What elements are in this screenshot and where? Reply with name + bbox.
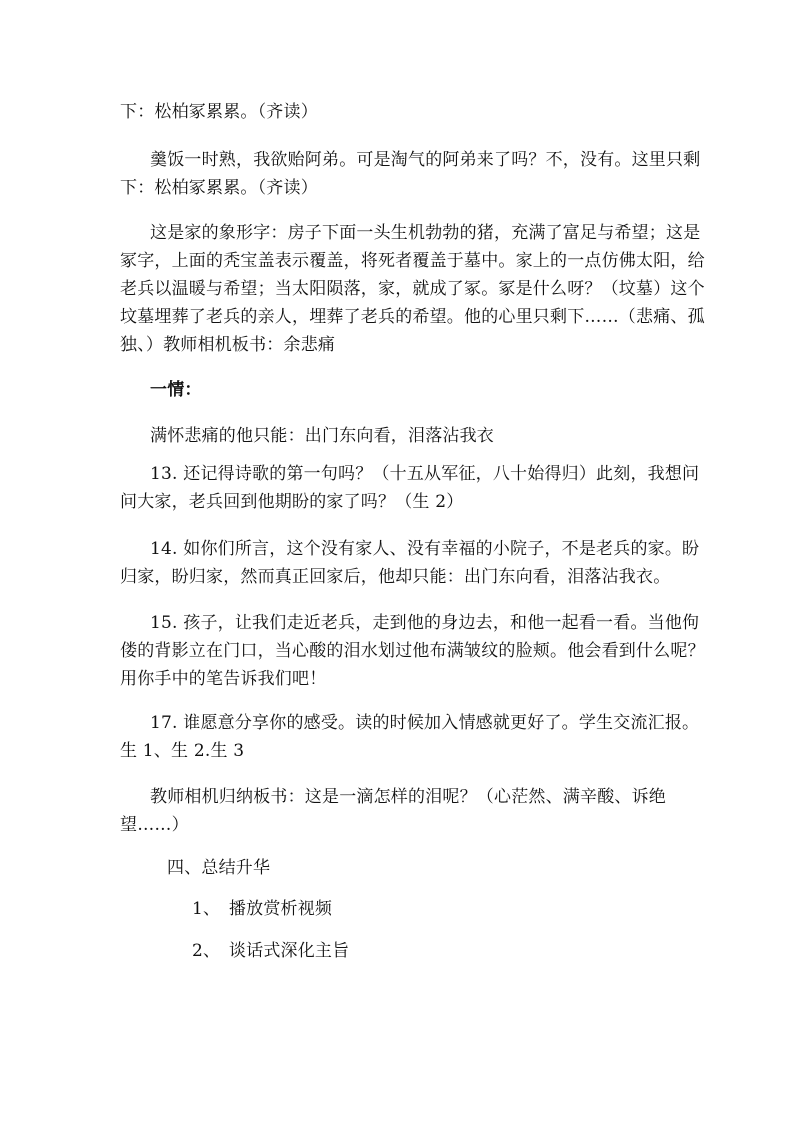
text-line: 问大家，老兵回到他期盼的家了吗？（生 2） [120,492,464,512]
list-item: 1、 播放赏析视频 [192,899,333,919]
text-line: 下：松柏冢累累。（齐读） [120,178,318,198]
text-line: 羹饭一时熟，我欲贻阿弟。可是淘气的阿弟来了吗？不，没有。这里只剩 [150,150,701,170]
text-line: 坟墓埋葬了老兵的亲人，埋葬了老兵的希望。他的心里只剩下……（悲痛、孤 [120,307,705,327]
text-line: 归家，盼归家，然而真正回家后，他却只能：出门东向看，泪落沾我衣。 [120,567,671,587]
text-line: 老兵以温暖与希望；当太阳陨落，家，就成了冢。冢是什么呀？（坟墓）这个 [120,279,705,299]
text-line: 14. 如你们所言，这个没有家人、没有幸福的小院子，不是老兵的家。盼 [150,539,700,559]
text-line: 15. 孩子，让我们走近老兵，走到他的身边去，和他一起看一看。当他佝 [150,613,700,633]
text-line: 满怀悲痛的他只能：出门东向看，泪落沾我衣 [150,426,494,446]
text-line: 望……） [120,815,189,835]
text-line: 用你手中的笔告诉我们吧！ [120,669,327,689]
section-heading: 四、总结升华 [167,858,271,878]
text-line: 这是家的象形字：房子下面一头生机勃勃的猪，充满了富足与希望；这是 [150,223,701,243]
text-line: 冢字，上面的秃宝盖表示覆盖，将死者覆盖于墓中。家上的一点仿佛太阳，给 [120,251,705,271]
text-line: 17. 谁愿意分享你的感受。读的时候加入情感就更好了。学生交流汇报。 [150,713,700,733]
text-line: 生 1、生 2.生 3 [120,741,245,761]
list-item: 2、 谈话式深化主旨 [192,941,350,961]
text-line: 13. 还记得诗歌的第一句吗？（十五从军征，八十始得归）此刻，我想问 [150,464,700,484]
text-line: 下：松柏冢累累。（齐读） [120,102,318,122]
text-line: 独、）教师相机板书：余悲痛 [120,335,336,355]
section-heading: 一情： [150,380,202,400]
text-line: 偻的背影立在门口，当心酸的泪水划过他布满皱纹的脸颊。他会看到什么呢？ [120,641,705,661]
text-line: 教师相机归纳板书：这是一滴怎样的泪呢？（心茫然、满辛酸、诉绝 [150,787,666,807]
